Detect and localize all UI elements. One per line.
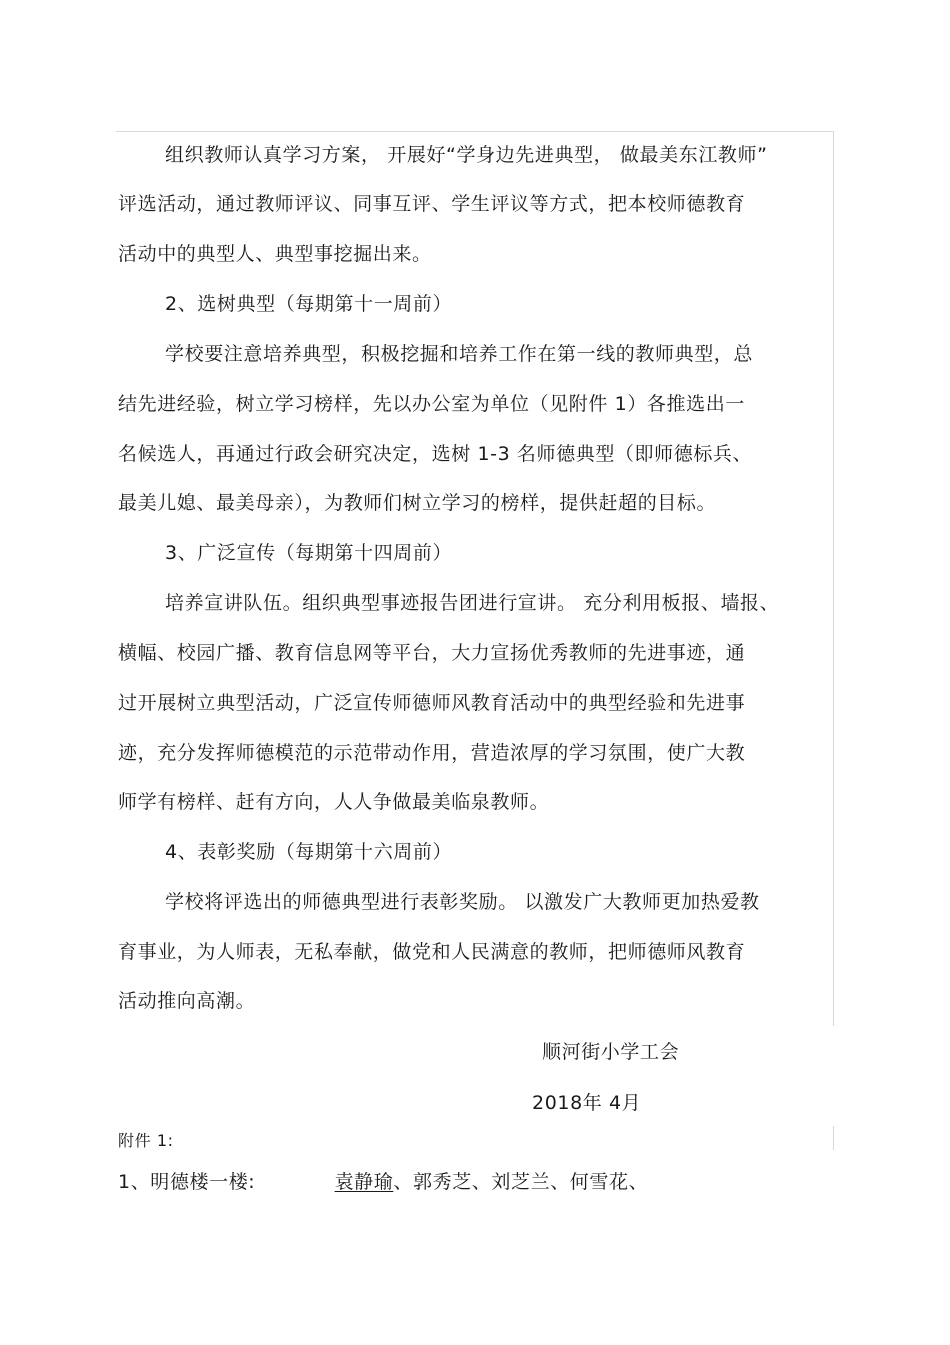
paragraph-3-line-3: 过开展树立典型活动，广泛宣传师德师风教育活动中的典型经验和先进事 [118,692,746,714]
section-heading-2: 2、选树典型（每期第十一周前） [165,293,453,315]
paragraph-1-line-1: 组织教师认真学习方案， 开展好“学身边先进典型， 做最美东江教师” [165,144,768,166]
paragraph-4-line-2: 育事业，为人师表，无私奉献，做党和人民满意的教师，把师德师风教育 [118,941,746,963]
paragraph-1-line-3: 活动中的典型人、典型事挖掘出来。 [118,243,432,265]
signature-organization: 顺河街小学工会 [542,1041,680,1063]
attachment-item-1-names: 、郭秀芝、刘芝兰、何雪花、 [393,1171,649,1193]
section-heading-4: 4、表彰奖励（每期第十六周前） [165,841,453,863]
paragraph-2-line-4: 最美儿媳、最美母亲），为教师们树立学习的榜样，提供赶超的目标。 [118,492,717,514]
paragraph-2-line-1: 学校要注意培养典型，积极挖掘和培养工作在第一线的教师典型，总 [165,343,754,365]
page-border-right [833,131,834,1026]
paragraph-1-line-2: 评选活动，通过教师评议、同事互评、学生评议等方式，把本校师德教育 [118,193,746,215]
page-border-right-lower [833,1126,834,1150]
page-border-top [116,131,834,132]
paragraph-3-line-1: 培养宣讲队伍。组织典型事迹报告团进行宣讲。 充分利用板报、墙报、 [165,592,780,614]
paragraph-4-line-3: 活动推向高潮。 [118,990,256,1012]
paragraph-4-line-1: 学校将评选出的师德典型进行表彰奖励。 以激发广大教师更加热爱教 [165,891,760,913]
paragraph-3-line-2: 横幅、校园广播、教育信息网等平台，大力宣扬优秀教师的先进事迹，通 [118,642,746,664]
paragraph-3-line-4: 迹，充分发挥师德模范的示范带动作用，营造浓厚的学习氛围，使广大教 [118,742,746,764]
attachment-item-1-label: 1、明德楼一楼: [118,1171,256,1193]
signature-date: 2018年 4月 [532,1092,642,1114]
section-heading-3: 3、广泛宣传（每期第十四周前） [165,542,453,564]
attachment-title: 附件 1: [118,1131,174,1150]
attachment-item-1-first-name: 袁静瑜 [334,1171,394,1193]
paragraph-2-line-3: 名候选人，再通过行政会研究决定，选树 1-3 名师德典型（即师德标兵、 [118,443,753,465]
paragraph-3-line-5: 师学有榜样、赶有方向，人人争做最美临泉教师。 [118,791,550,813]
paragraph-2-line-2: 结先进经验，树立学习榜样，先以办公室为单位（见附件 1）各推选出一 [118,393,745,415]
attachment-item-1 [118,1170,648,1194]
